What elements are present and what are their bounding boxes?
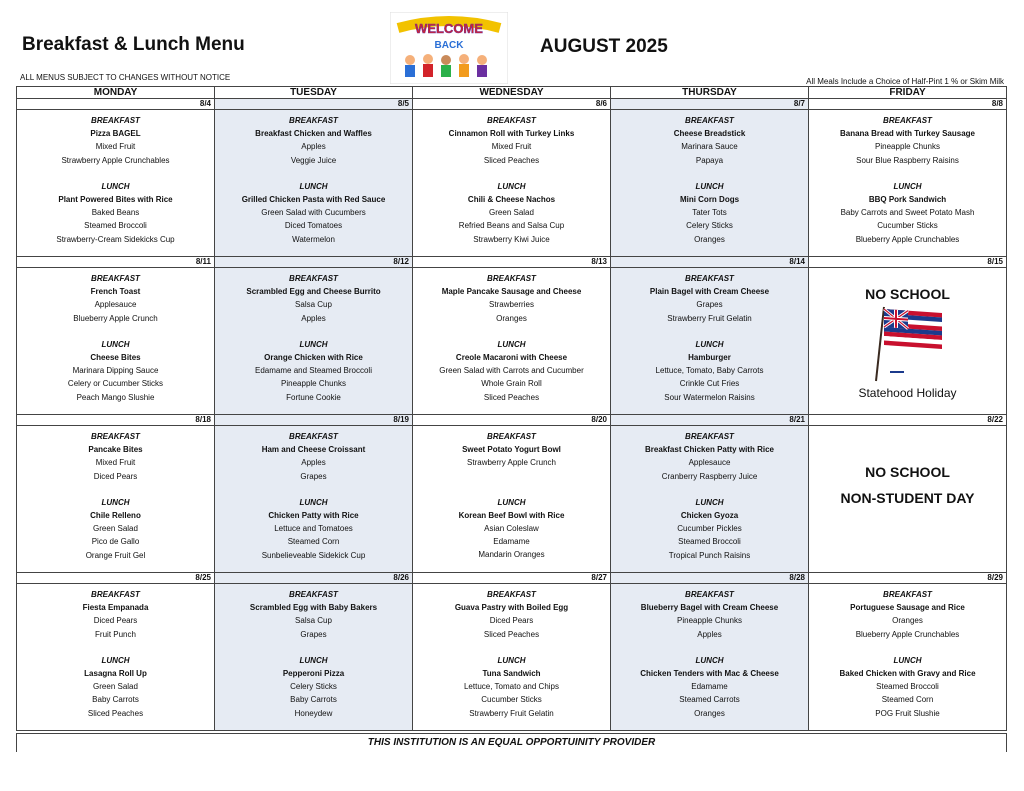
breakfast-side: Strawberries (489, 300, 534, 310)
breakfast-side: Sliced Peaches (483, 155, 540, 165)
lunch-side: Strawberry Fruit Gelatin (469, 708, 554, 718)
lunch-side: Cucumber Sticks (877, 221, 938, 231)
day-cell (215, 415, 413, 573)
breakfast-side: Blueberry Apple Crunchables (855, 629, 960, 639)
date-label: 8/18 (17, 415, 214, 426)
lunch-side: Green Salad (93, 682, 138, 692)
breakfast-heading: BREAKFAST (289, 432, 338, 441)
lunch-entree: Chicken Patty with Rice (268, 511, 359, 521)
lunch-side: Sour Watermelon Raisins (664, 392, 755, 402)
lunch-side: Steamed Corn (881, 695, 934, 705)
date-label: 8/15 (809, 257, 1006, 268)
day-cell (215, 257, 413, 415)
breakfast-heading: BREAKFAST (487, 590, 536, 599)
breakfast-side: Marinara Sauce (681, 142, 738, 152)
breakfast-entree: Breakfast Chicken and Waffles (255, 129, 372, 139)
breakfast-entree: Cinnamon Roll with Turkey Links (448, 129, 575, 139)
no-school-label: NO SCHOOL (865, 464, 950, 480)
day-cell (809, 573, 1007, 731)
breakfast-heading: BREAKFAST (91, 116, 140, 125)
breakfast-entree: Pizza BAGEL (90, 129, 141, 139)
menu-items (413, 268, 610, 404)
lunch-side: Cucumber Pickles (677, 524, 742, 534)
lunch-side: Refried Beans and Salsa Cup (458, 221, 565, 231)
breakfast-entree: Sweet Potato Yogurt Bowl (462, 445, 561, 455)
breakfast-heading: BREAKFAST (91, 274, 140, 283)
breakfast-heading: BREAKFAST (487, 274, 536, 283)
day-cell (17, 257, 215, 415)
breakfast-heading: BREAKFAST (883, 116, 932, 125)
breakfast-side: Fruit Punch (95, 629, 136, 639)
breakfast-heading: BREAKFAST (91, 590, 140, 599)
breakfast-heading: BREAKFAST (685, 116, 734, 125)
lunch-side: Steamed Carrots (679, 695, 740, 705)
day-cell (809, 99, 1007, 257)
lunch-side: Edamame (691, 682, 728, 692)
breakfast-side: Salsa Cup (295, 616, 332, 626)
menu-items (17, 110, 214, 246)
lunch-heading: LUNCH (299, 339, 328, 349)
lunch-heading: LUNCH (101, 655, 130, 665)
day-header: WEDNESDAY (413, 87, 611, 99)
lunch-side: Steamed Corn (287, 537, 340, 547)
breakfast-side: Pineapple Chunks (875, 142, 940, 152)
changes-notice: ALL MENUS SUBJECT TO CHANGES WITHOUT NOTICE (20, 73, 231, 82)
lunch-entree: Lasagna Roll Up (84, 669, 147, 679)
lunch-heading: LUNCH (695, 339, 724, 349)
welcome-back-logo (390, 12, 508, 84)
holiday-label: Statehood Holiday (858, 386, 957, 401)
month-heading: AUGUST 2025 (540, 36, 668, 57)
lunch-side: Marinara Dipping Sauce (72, 366, 159, 376)
lunch-side: Strawberry-Cream Sidekicks Cup (56, 234, 175, 244)
breakfast-entree: Maple Pancake Sausage and Cheese (441, 287, 582, 297)
breakfast-side: Mixed Fruit (491, 142, 532, 152)
lunch-side: Watermelon (292, 234, 335, 244)
lunch-entree: Tuna Sandwich (482, 669, 541, 679)
menu-items (611, 268, 808, 404)
breakfast-heading: BREAKFAST (685, 432, 734, 441)
breakfast-side: Strawberry Apple Crunchables (61, 155, 170, 165)
breakfast-heading: BREAKFAST (289, 116, 338, 125)
day-cell (17, 573, 215, 731)
lunch-side: Pineapple Chunks (281, 379, 346, 389)
breakfast-entree: Cheese Breadstick (673, 129, 746, 139)
lunch-side: Strawberry Kiwi Juice (473, 234, 550, 244)
breakfast-side: Papaya (695, 155, 724, 165)
date-label: 8/22 (809, 415, 1006, 426)
date-label: 8/28 (611, 573, 808, 584)
breakfast-side: Blueberry Apple Crunch (73, 313, 158, 323)
lunch-side: Lettuce, Tomato and Chips (463, 682, 560, 692)
lunch-heading: LUNCH (497, 339, 526, 349)
lunch-side: Steamed Broccoli (876, 682, 939, 692)
date-label: 8/25 (17, 573, 214, 584)
breakfast-heading: BREAKFAST (289, 274, 338, 283)
day-header-row (17, 87, 1007, 99)
day-cell (611, 99, 809, 257)
menu-items (215, 268, 412, 404)
lunch-entree: BBQ Pork Sandwich (868, 195, 947, 205)
day-cell (215, 99, 413, 257)
breakfast-heading: BREAKFAST (289, 590, 338, 599)
lunch-side: Orange Fruit Gel (85, 550, 146, 560)
menu-items (809, 110, 1006, 246)
lunch-side: Crinkle Cut Fries (679, 379, 740, 389)
breakfast-entree: Plain Bagel with Cream Cheese (649, 287, 770, 297)
menu-items (611, 426, 808, 562)
breakfast-side: Strawberry Apple Crunch (467, 458, 556, 468)
breakfast-side: Apples (697, 629, 722, 639)
date-label: 8/27 (413, 573, 610, 584)
menu-items (611, 110, 808, 246)
breakfast-entree: Ham and Cheese Croissant (261, 445, 366, 455)
lunch-side: Green Salad with Cucumbers (261, 208, 366, 218)
lunch-entree: Pepperoni Pizza (282, 669, 345, 679)
date-label: 8/14 (611, 257, 808, 268)
breakfast-side: Grapes (696, 300, 723, 310)
lunch-side: Cucumber Sticks (481, 695, 542, 705)
date-label: 8/6 (413, 99, 610, 110)
day-cell (809, 257, 1007, 415)
day-cell (413, 415, 611, 573)
breakfast-side: Diced Pears (489, 616, 534, 626)
lunch-side: Sunbelieveable Sidekick Cup (261, 550, 366, 560)
lunch-side: Honeydew (294, 708, 333, 718)
week-row (17, 573, 1007, 731)
menu-items (809, 426, 1006, 505)
breakfast-entree: French Toast (90, 287, 141, 297)
lunch-side: Steamed Broccoli (84, 221, 147, 231)
lunch-side: Baby Carrots (92, 695, 139, 705)
day-header: MONDAY (17, 87, 215, 99)
breakfast-entree: Blueberry Bagel with Cream Cheese (640, 603, 779, 613)
breakfast-entree: Guava Pastry with Boiled Egg (454, 603, 569, 613)
week-row (17, 415, 1007, 573)
breakfast-side: Apples (301, 142, 326, 152)
breakfast-side: Oranges (892, 616, 923, 626)
equal-opportunity-footer: THIS INSTITUTION IS AN EQUAL OPPORTUINITY PROVIDER (16, 733, 1007, 752)
breakfast-side: Oranges (496, 313, 527, 323)
date-label: 8/5 (215, 99, 412, 110)
menu-items (809, 584, 1006, 720)
breakfast-heading: BREAKFAST (487, 432, 536, 441)
day-cell (611, 257, 809, 415)
day-header: THURSDAY (611, 87, 809, 99)
lunch-entree: Chicken Tenders with Mac & Cheese (640, 669, 779, 679)
lunch-side: Green Salad with Carrots and Cucumber (439, 366, 584, 376)
lunch-side: Steamed Broccoli (678, 537, 741, 547)
lunch-side: Tater Tots (692, 208, 727, 218)
breakfast-entree: Scrambled Egg and Cheese Burrito (246, 287, 381, 297)
lunch-heading: LUNCH (497, 655, 526, 665)
day-header: FRIDAY (809, 87, 1007, 99)
breakfast-side: Apples (301, 313, 326, 323)
lunch-side: Pico de Gallo (91, 537, 140, 547)
lunch-heading: LUNCH (497, 497, 526, 507)
day-header: TUESDAY (215, 87, 413, 99)
breakfast-entree: Banana Bread with Turkey Sausage (839, 129, 975, 139)
lunch-entree: Grilled Chicken Pasta with Red Sauce (241, 195, 386, 205)
lunch-side: Asian Coleslaw (484, 524, 539, 534)
day-cell (611, 415, 809, 573)
svg-text:WELCOME: WELCOME (415, 21, 483, 36)
lunch-side: POG Fruit Slushie (875, 708, 940, 718)
lunch-heading: LUNCH (893, 655, 922, 665)
week-row (17, 257, 1007, 415)
lunch-side: Lettuce, Tomato, Baby Carrots (655, 366, 764, 376)
menu-items (215, 110, 412, 246)
lunch-heading: LUNCH (695, 655, 724, 665)
lunch-heading: LUNCH (893, 181, 922, 191)
date-label: 8/21 (611, 415, 808, 426)
lunch-entree: Creole Macaroni with Cheese (455, 353, 568, 363)
lunch-heading: LUNCH (101, 181, 130, 191)
breakfast-side: Apples (301, 458, 326, 468)
lunch-side: Edamame and Steamed Broccoli (255, 366, 372, 376)
lunch-entree: Chicken Gyoza (680, 511, 739, 521)
menu-items (413, 584, 610, 720)
breakfast-heading: BREAKFAST (685, 274, 734, 283)
lunch-side: Green Salad (93, 524, 138, 534)
milk-notice: All Meals Include a Choice of Half-Pint 1 % or Skim Milk (806, 77, 1004, 86)
menu-items (413, 426, 610, 562)
menu-items (17, 426, 214, 562)
lunch-heading: LUNCH (101, 339, 130, 349)
day-cell (413, 573, 611, 731)
breakfast-side: Diced Pears (93, 471, 138, 481)
breakfast-side: Cranberry Raspberry Juice (661, 471, 758, 481)
non-student-day-label: NON-STUDENT DAY (840, 490, 975, 507)
breakfast-side: Mixed Fruit (95, 142, 136, 152)
lunch-entree: Cheese Bites (90, 353, 141, 363)
date-label: 8/4 (17, 99, 214, 110)
lunch-side: Oranges (694, 234, 725, 244)
lunch-side: Mandarin Oranges (478, 550, 545, 560)
breakfast-side: Mixed Fruit (95, 458, 136, 468)
menu-calendar (16, 86, 1007, 731)
lunch-side: Fortune Cookie (286, 392, 341, 402)
date-label: 8/7 (611, 99, 808, 110)
lunch-heading: LUNCH (695, 181, 724, 191)
lunch-side: Blueberry Apple Crunchables (855, 234, 960, 244)
date-label: 8/13 (413, 257, 610, 268)
breakfast-side: Applesauce (688, 458, 731, 468)
breakfast-heading: BREAKFAST (685, 590, 734, 599)
date-label: 8/26 (215, 573, 412, 584)
lunch-entree: Hamburger (688, 353, 731, 363)
breakfast-side: Strawberry Fruit Gelatin (667, 313, 752, 323)
date-label: 8/29 (809, 573, 1006, 584)
day-cell (413, 257, 611, 415)
hawaii-flag-image (809, 301, 1006, 387)
day-cell (611, 573, 809, 731)
breakfast-side: Veggie Juice (290, 155, 337, 165)
lunch-side: Baked Beans (91, 208, 140, 218)
breakfast-heading: BREAKFAST (487, 116, 536, 125)
lunch-side: Diced Tomatoes (284, 221, 343, 231)
breakfast-heading: BREAKFAST (883, 590, 932, 599)
week-row (17, 99, 1007, 257)
date-label: 8/20 (413, 415, 610, 426)
breakfast-side: Diced Pears (93, 616, 138, 626)
menu-items (215, 584, 412, 720)
breakfast-side: Salsa Cup (295, 300, 332, 310)
no-school-label: NO SCHOOL (865, 286, 950, 302)
lunch-heading: LUNCH (299, 181, 328, 191)
menu-items (215, 426, 412, 562)
day-cell (17, 99, 215, 257)
lunch-side: Lettuce and Tomatoes (274, 524, 353, 534)
lunch-side: Sliced Peaches (87, 708, 144, 718)
lunch-entree: Chili & Cheese Nachos (467, 195, 556, 205)
svg-text:BACK: BACK (434, 40, 464, 51)
lunch-heading: LUNCH (299, 655, 328, 665)
date-label: 8/19 (215, 415, 412, 426)
breakfast-side: Pineapple Chunks (677, 616, 742, 626)
lunch-side: Celery Sticks (290, 682, 337, 692)
lunch-heading: LUNCH (497, 181, 526, 191)
page-title: Breakfast & Lunch Menu (22, 34, 245, 55)
breakfast-side: Applesauce (94, 300, 137, 310)
lunch-side: Sliced Peaches (483, 392, 540, 402)
lunch-side: Edamame (493, 537, 530, 547)
lunch-side: Celery or Cucumber Sticks (67, 379, 164, 389)
lunch-side: Tropical Punch Raisins (668, 550, 751, 560)
day-cell (215, 573, 413, 731)
breakfast-entree: Fiesta Empanada (82, 603, 149, 613)
date-label: 8/8 (809, 99, 1006, 110)
lunch-side: Peach Mango Slushie (76, 392, 155, 402)
lunch-side: Oranges (694, 708, 725, 718)
menu-items (611, 584, 808, 720)
day-cell (809, 415, 1007, 573)
menu-items (17, 584, 214, 720)
breakfast-entree: Scrambled Egg with Baby Bakers (249, 603, 378, 613)
menu-items (413, 110, 610, 246)
lunch-side: Celery Sticks (686, 221, 733, 231)
lunch-heading: LUNCH (299, 497, 328, 507)
lunch-entree: Orange Chicken with Rice (264, 353, 363, 363)
breakfast-entree: Breakfast Chicken Patty with Rice (645, 445, 774, 455)
breakfast-side: Grapes (300, 629, 327, 639)
date-label: 8/12 (215, 257, 412, 268)
lunch-side: Baby Carrots and Sweet Potato Mash (840, 208, 975, 218)
menu-items (809, 268, 1006, 401)
lunch-entree: Baked Chicken with Gravy and Rice (839, 669, 976, 679)
breakfast-entree: Pancake Bites (88, 445, 143, 455)
menu-items (17, 268, 214, 404)
breakfast-heading: BREAKFAST (91, 432, 140, 441)
lunch-heading: LUNCH (695, 497, 724, 507)
lunch-side: Whole Grain Roll (481, 379, 542, 389)
lunch-side: Baby Carrots (290, 695, 337, 705)
lunch-heading: LUNCH (101, 497, 130, 507)
breakfast-entree: Portuguese Sausage and Rice (850, 603, 965, 613)
lunch-entree: Plant Powered Bites with Rice (58, 195, 173, 205)
day-cell (17, 415, 215, 573)
lunch-entree: Chile Relleno (90, 511, 141, 521)
breakfast-side: Sliced Peaches (483, 629, 540, 639)
day-cell (413, 99, 611, 257)
date-label: 8/11 (17, 257, 214, 268)
lunch-side: Green Salad (489, 208, 534, 218)
lunch-entree: Mini Corn Dogs (679, 195, 740, 205)
breakfast-side: Grapes (300, 471, 327, 481)
breakfast-side: Sour Blue Raspberry Raisins (856, 155, 959, 165)
lunch-entree: Korean Beef Bowl with Rice (458, 510, 565, 520)
